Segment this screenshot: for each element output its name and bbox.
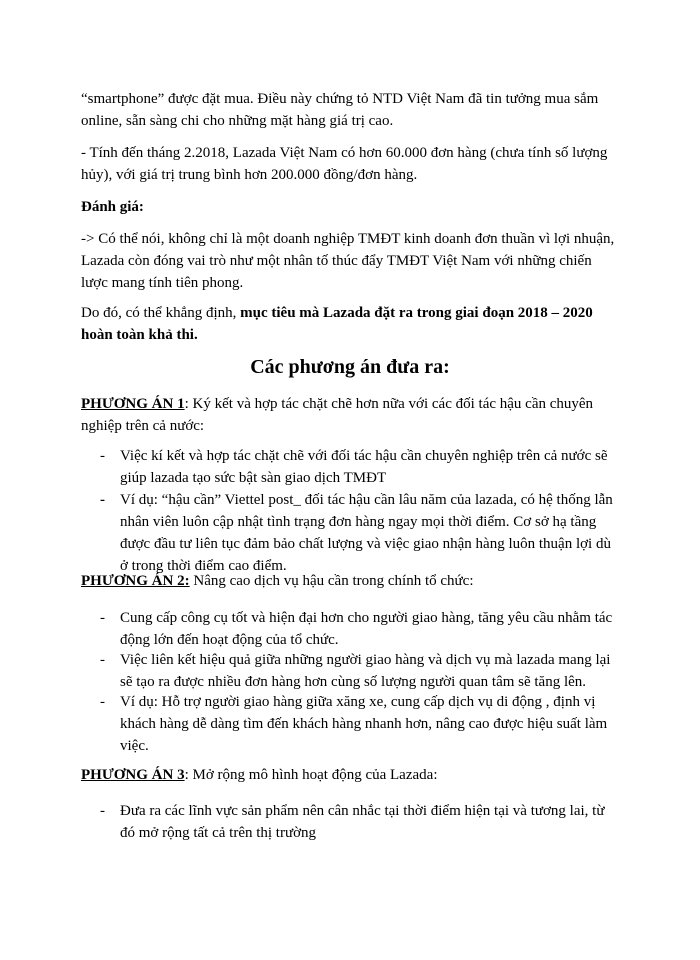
plan-2-bullet-1: Cung cấp công cụ tốt và hiện đại hơn cho người giao hàng, tăng yêu cầu nhằm tác động lớn đến hoạt động của tổ chức. bbox=[120, 610, 613, 648]
plan-2-label: PHƯƠNG ÁN 2: bbox=[81, 573, 190, 589]
plan-2-bullet-2-marker: - bbox=[100, 652, 105, 668]
plan-3-bullet-1-marker: - bbox=[100, 803, 105, 819]
evaluation-label: Đánh giá: bbox=[81, 199, 144, 215]
plan-3-label: PHƯƠNG ÁN 3 bbox=[81, 767, 185, 783]
plan-1-text: Ký kết và hợp tác chặt chẽ hơn nữa với các đối tác hậu cần chuyên nghiệp trên cả nước: bbox=[81, 396, 594, 434]
plan-3-heading bbox=[81, 764, 621, 786]
plan-1-bullet-2: Ví dụ: “hậu cần” Viettel post_ đối tác hậu cần lâu năm của lazada, có hệ thống lẫn nhân viên luôn cập nhật tình trạng đơn hàng ngay mọi thời điểm. Cơ sở hạ tầng được đầu tư liên tục đảm bảo chất lượng và việc giao nhận hàng luôn thuận lợi dù ở trong thời điểm cao điểm. bbox=[120, 492, 613, 574]
plan-2-bullet-1-marker: - bbox=[100, 610, 105, 626]
section-title: Các phương án đưa ra: bbox=[250, 356, 450, 378]
plan-1-bullet-1-marker: - bbox=[100, 448, 105, 464]
plan-1-bullet-2-marker: - bbox=[100, 492, 105, 508]
plan-1-heading bbox=[81, 393, 621, 437]
plan-3-bullet-1: Đưa ra các lĩnh vực sản phẩm nên cân nhắc tại thời điểm hiện tại và tương lai, từ đó mở rộng tất cả trên thị trường bbox=[120, 803, 605, 841]
plan-2-bullet-2: Việc liên kết hiệu quả giữa những người giao hàng và dịch vụ mà lazada mang lại sẽ tạo ra được nhiều đơn hàng hơn cùng số lượng người quan tâm sẽ tăng lên. bbox=[120, 652, 611, 690]
plan-3-text: Mở rộng mô hình hoạt động của Lazada: bbox=[192, 767, 438, 783]
plan-2-bullet-3: Ví dụ: Hỗ trợ người giao hàng giữa xăng xe, cung cấp dịch vụ di động , định vị khách hàng dễ dàng tìm đến khách hàng nhanh hơn, nâng cao được hiệu suất làm việc. bbox=[120, 694, 608, 754]
evaluation-text: -> Có thể nói, không chỉ là một doanh nghiệp TMĐT kinh doanh đơn thuần vì lợi nhuận, Lazada còn đóng vai trò như một nhân tố thúc đẩy TMĐT Việt Nam với những chiến lược mang tính tiên phong. bbox=[81, 231, 615, 291]
plan-2-heading bbox=[81, 570, 621, 592]
conclusion-prefix: Do đó, có thể khẳng định, bbox=[81, 305, 241, 321]
plan-2-bullet-3-marker: - bbox=[100, 694, 105, 710]
plan-1-sep: : bbox=[184, 396, 193, 412]
intro-paragraph-1: “smartphone” được đặt mua. Điều này chứng tỏ NTD Việt Nam đã tin tưởng mua sắm online, sẵn sàng chi cho những mặt hàng giá trị cao. bbox=[81, 91, 599, 129]
conclusion-bold: mục tiêu mà Lazada đặt ra trong giai đoạn 2018 – 2020 hoàn toàn khả thi. bbox=[81, 305, 593, 343]
plan-2-text: Nâng cao dịch vụ hậu cần trong chính tổ chức: bbox=[193, 573, 474, 589]
plan-3-sep: : bbox=[184, 767, 193, 783]
conclusion-paragraph bbox=[81, 302, 621, 346]
plan-1-label: PHƯƠNG ÁN 1 bbox=[81, 396, 185, 412]
intro-paragraph-2: - Tính đến tháng 2.2018, Lazada Việt Nam có hơn 60.000 đơn hàng (chưa tính số lượng hủy), với giá trị trung bình hơn 200.000 đồng/đơn hàng. bbox=[81, 145, 608, 183]
plan-1-bullet-1: Việc kí kết và hợp tác chặt chẽ với đối tác hậu cần chuyên nghiệp trên cả nước sẽ giúp lazada tạo sức bật sàn giao dịch TMĐT bbox=[120, 448, 608, 486]
